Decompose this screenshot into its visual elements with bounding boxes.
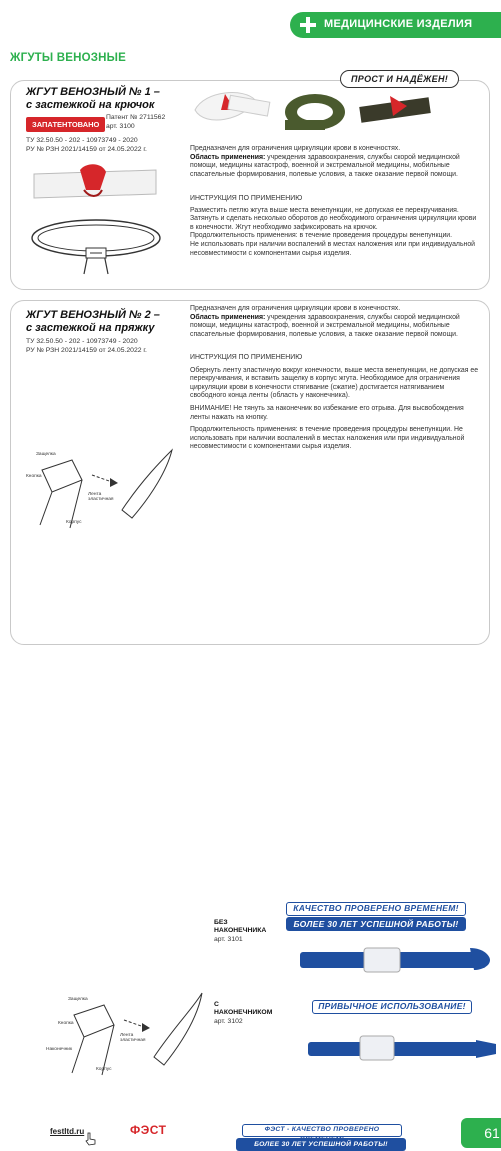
label-latch: Защелка — [68, 997, 88, 1002]
quality-badge: КАЧЕСТВО ПРОВЕРЕНО ВРЕМЕНЕМ! — [286, 902, 466, 916]
diagram1-labels — [22, 440, 500, 1148]
habitual-use-badge: ПРИВЫЧНОЕ ИСПОЛЬЗОВАНИЕ! — [312, 1000, 472, 1014]
product1-registration: ТУ 32.50.50 - 202 - 10973749 - 2020 РУ № РЗН 2021/14159 от 24.05.2022 г. — [26, 137, 147, 153]
product1-patent-info: Патент № 2711562 арт. 3100 — [106, 114, 166, 130]
product1-instructions: ИНСТРУКЦИЯ ПО ПРИМЕНЕНИЮ Разместить петлю жгута выше места венепункции, не допуская ее перекручивания. Затянуть и сделать несколько оборотов до необходимого ограничения циркуляции крови в конечности. Жгут необходимо зафиксировать на крючок. Продолжительность применения: в течение проведения процедуры венепункции. Не использовать при наличии воспалений в местах наложения или при индивидуальной несовместимости с компонентами сырья изделия. — [190, 195, 477, 257]
label-button: Кнопка — [58, 1021, 74, 1026]
hook-tourniquet-image — [359, 96, 431, 123]
olive-tourniquet-image — [285, 94, 345, 130]
product1-title: ЖГУТ ВЕНОЗНЫЙ № 1 – с застежкой на крючок — [26, 86, 160, 111]
section-title: ЖГУТЫ ВЕНОЗНЫЕ — [10, 52, 127, 64]
label-band: Лента эластичная — [120, 1033, 146, 1043]
cursor-hand-icon — [84, 1132, 98, 1146]
product2-title: ЖГУТ ВЕНОЗНЫЙ № 2 – с застежкой на пряжку — [26, 309, 160, 334]
simple-reliable-badge: ПРОСТ И НАДЁЖЕН! — [340, 70, 459, 88]
blue-tourniquet-image-2 — [302, 1028, 501, 1068]
label-latch: Защелка — [36, 452, 56, 457]
category-banner — [290, 12, 501, 38]
white-tourniquet-image — [195, 93, 270, 120]
diagram2-labels — [44, 985, 204, 1080]
label-body: Корпус — [96, 1067, 112, 1072]
blue-tourniquet-image-1 — [294, 940, 494, 980]
variant1-label: БЕЗ НАКОНЕЧНИКА арт. 3101 — [214, 919, 267, 943]
product2-description: Предназначен для ограничения циркуляции крови в конечностях. Область применения: учреждения здравоохранения, службы скорой медицинской помощи, медицины катастроф, военной и экстремальной медицины, мобильные спасательные формирования, полевые условия, а также оказание первой помощи. — [190, 305, 460, 338]
patented-badge: ЗАПАТЕНТОВАНО — [26, 117, 105, 132]
label-band: Лента эластичная — [88, 492, 114, 502]
product1-description: Предназначен для ограничения циркуляции крови в конечностях. Область применения: учреждения здравоохранения, службы скорой медицинской помощи, медицины катастроф, военной и экстремальной медицины, мобильные спасательные формирования, полевые условия, а также оказание первой помощи. — [190, 145, 460, 178]
product1-loop-diagram — [26, 210, 166, 282]
category-label: МЕДИЦИНСКИЕ ИЗДЕЛИЯ — [324, 18, 473, 30]
footer-years-banner: БОЛЕЕ 30 ЛЕТ УСПЕШНОЙ РАБОТЫ! — [236, 1138, 406, 1151]
page-number: 61 — [461, 1118, 501, 1148]
product2-registration: ТУ 32.50.50 - 202 - 10973749 - 2020 РУ № РЗН 2021/14159 от 24.05.2022 г. — [26, 338, 147, 354]
product1-closeup-photo — [30, 160, 160, 204]
label-body: Корпус — [66, 520, 82, 525]
label-button: Кнопка — [26, 474, 42, 479]
product2-instructions: ИНСТРУКЦИЯ ПО ПРИМЕНЕНИЮ Обернуть ленту эластичную вокруг конечности, выше места венепункции, не допуская ее перекручивания, и вставить защелку в корпус жгута. Необходимое для ограничения циркуляции крови в конечности стягивание (сжатие) достигается натягиванием свободного конца ленты (область у наконечника). ВНИМАНИЕ! Не тянуть за наконечник во избежание его отрыва. Для высвобождения ленты нажать на кнопку. Продолжительность применения: в течение проведения процедуры венепункции. Не использовать при наличии воспалений в местах наложения или при индивидуальной несовместимости с компонентами сырья изделия. — [190, 354, 479, 451]
footer-quality-banner: ФЭСТ - КАЧЕСТВО ПРОВЕРЕНО — [242, 1124, 402, 1137]
variant2-label: С НАКОНЕЧНИКОМ арт. 3102 — [214, 1001, 273, 1025]
medical-cross-icon — [300, 17, 316, 33]
years-badge: БОЛЕЕ 30 ЛЕТ УСПЕШНОЙ РАБОТЫ! — [286, 917, 466, 931]
website-link[interactable]: festltd.ru — [50, 1127, 85, 1136]
fest-logo: ФЭСТ — [130, 1123, 167, 1137]
label-tip: Наконечник — [46, 1047, 73, 1052]
product1-photos — [185, 80, 435, 140]
